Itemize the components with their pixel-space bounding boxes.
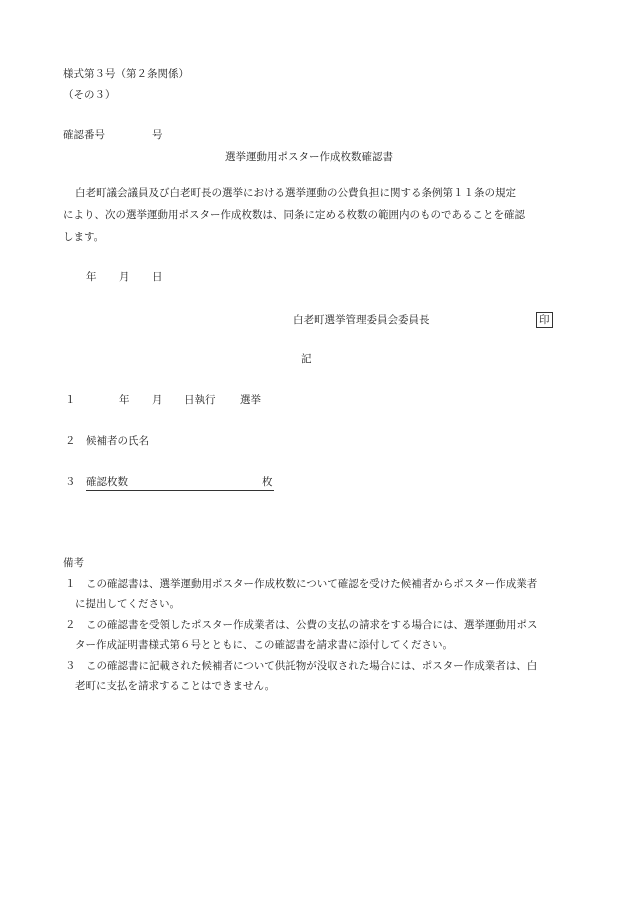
notes-heading: 備考	[63, 557, 84, 569]
document-title: 選挙運動用ポスター作成枚数確認書	[225, 151, 393, 163]
note3-line1: この確認書に記載された候補者について供託物が没収された場合には、ポスター作成業者は、白	[86, 660, 538, 672]
form-sub: （その３）	[63, 89, 116, 101]
item3-unit: 枚	[262, 476, 273, 488]
date-day: 日	[152, 271, 163, 283]
form-id: 様式第３号（第２条関係）	[63, 68, 189, 80]
body-line-2: により、次の選挙運動用ポスター作成枚数は、同条に定める枚数の範囲内のものであることを確認	[63, 209, 525, 221]
date-month: 月	[119, 271, 130, 283]
note2-number: ２	[65, 619, 76, 631]
item3-count-field	[86, 475, 274, 491]
item1-month: 月	[152, 394, 163, 406]
issuer-title: 白老町選挙管理委員会委員長	[293, 314, 430, 326]
confirm-number-suffix: 号	[152, 129, 163, 141]
ki-heading: 記	[301, 353, 312, 365]
note3-number: ３	[65, 660, 76, 672]
item3-count-label: 確認枚数	[86, 476, 128, 488]
item2-number: ２	[65, 435, 76, 447]
seal-mark	[536, 312, 553, 328]
note2-line1: この確認書を受領したポスター作成業者は、公費の支払の請求をする場合には、選挙運動用ポス	[86, 619, 538, 631]
note3-line2: 老町に支払を請求することはできません。	[75, 680, 276, 692]
note1-line1: この確認書は、選挙運動用ポスター作成枚数について確認を受けた候補者からポスター作成業者	[86, 578, 538, 590]
body-line-3: します。	[63, 231, 105, 243]
item2-candidate-name-label: 候補者の氏名	[86, 435, 149, 447]
note2-line2: ター作成証明書様式第６号とともに、この確認書を請求書に添付してください。	[75, 639, 453, 651]
seal-label: 印	[536, 312, 553, 328]
note1-line2: に提出してください。	[75, 598, 180, 610]
item3-number: ３	[65, 476, 76, 488]
item1-election: 選挙	[240, 394, 261, 406]
item1-number: １	[65, 394, 76, 406]
item1-day-executed: 日執行	[184, 394, 216, 406]
body-line-1: 白老町議会議員及び白老町長の選挙における選挙運動の公費負担に関する条例第１１条の規定	[75, 187, 516, 199]
item1-year: 年	[119, 394, 130, 406]
date-year: 年	[86, 271, 97, 283]
note1-number: １	[65, 578, 76, 590]
confirm-number-label: 確認番号	[63, 129, 105, 141]
